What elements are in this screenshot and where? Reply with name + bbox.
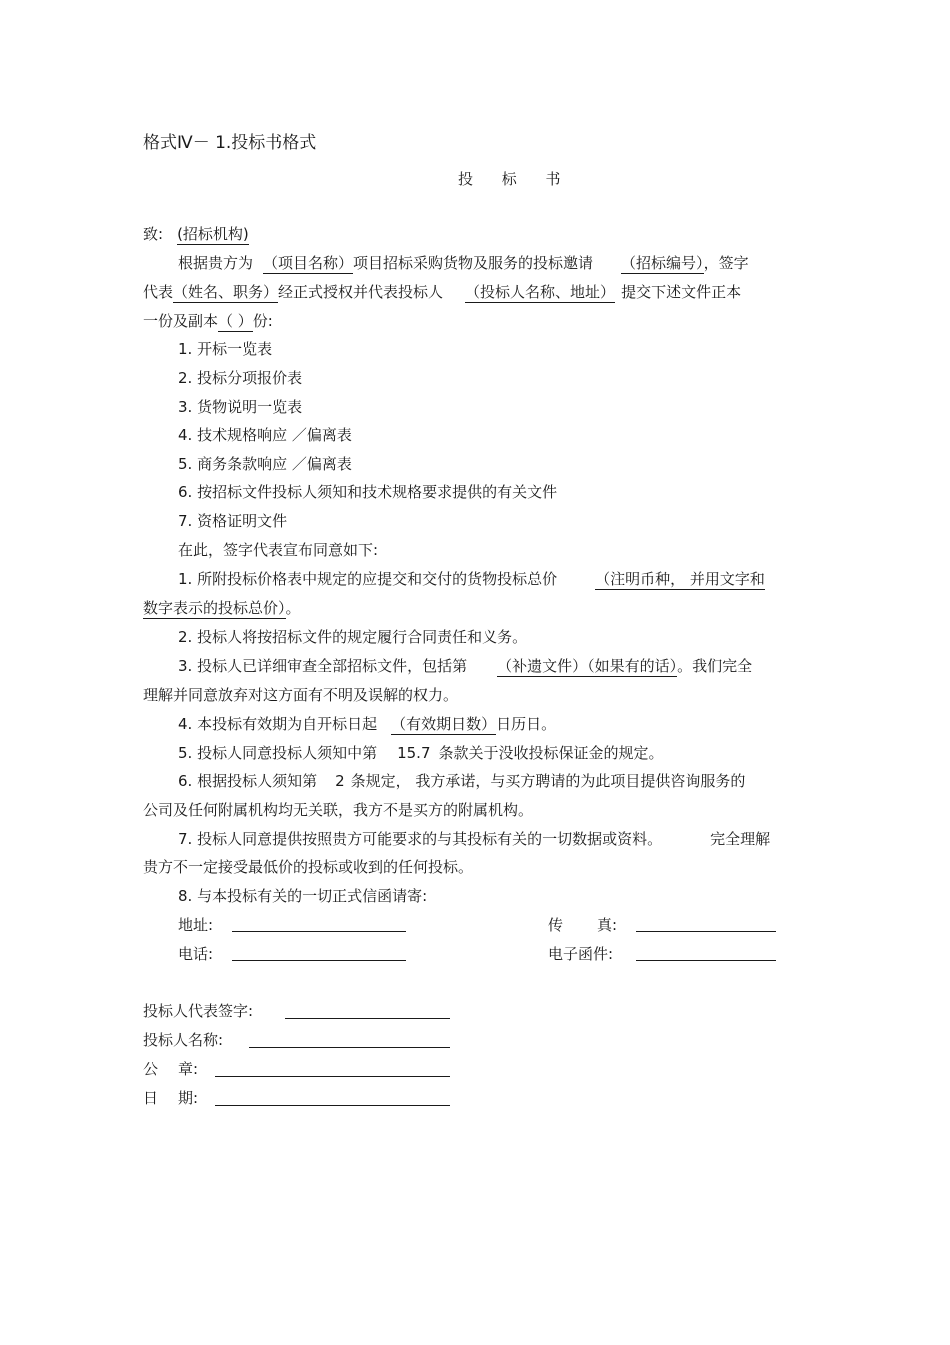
date-label-1: 日 [143, 1089, 159, 1107]
clause-text: 条款关于没收投标保证金的规定。 [438, 744, 664, 762]
intro-line-2 [143, 282, 741, 302]
address-blank[interactable] [232, 917, 406, 932]
seal-row [143, 1059, 198, 1079]
bidder-name-blank[interactable] [249, 1033, 450, 1048]
document-title: 投 标 书 [458, 170, 573, 188]
clause-6-line-2: 公司及任何附属机构均无关联，我方不是买方的附属机构。 [143, 801, 534, 819]
intro-line-1 [178, 253, 749, 273]
email-row [548, 944, 613, 964]
clause-text: 条规定， 我方承诺，与买方聘请的为此项目提供咨询服务的 [350, 772, 746, 790]
clause-text: 1. 所附投标价格表中规定的应提交和交付的货物投标总价 [178, 570, 558, 588]
clause-number: 15.7 [397, 744, 431, 762]
fax-label-2: 真: [597, 916, 618, 934]
date-row [143, 1088, 198, 1108]
clause-text: 4. 本投标有效期为自开标日起 [178, 715, 378, 733]
clause-text: 。 [285, 599, 301, 617]
total-price-field-cont: 数字表示的投标总价） [143, 599, 286, 617]
clause-8: 8. 与本投标有关的一切正式信函请寄: [178, 887, 428, 905]
document-item: 1. 开标一览表 [178, 340, 273, 358]
bidder-name-label: 投标人名称: [143, 1031, 224, 1049]
phone-label: 电话: [178, 945, 214, 963]
signer-field: （姓名、职务） [173, 283, 279, 301]
address-row [178, 915, 213, 935]
seal-label-1: 公 [143, 1060, 159, 1078]
fax-row [548, 915, 617, 935]
clause-text: 5. 投标人同意投标人须知中第 [178, 744, 378, 762]
clause-text: 3. 投标人已详细审查全部招标文件，包括第 [178, 657, 468, 675]
date-blank[interactable] [215, 1091, 450, 1106]
fax-blank[interactable] [636, 917, 776, 932]
email-label: 电子函件: [548, 945, 614, 963]
rep-signature-blank[interactable] [285, 1004, 450, 1019]
intro-text: 代表 [143, 283, 174, 301]
addressee-org: (招标机构) [177, 225, 249, 243]
validity-days-field: （有效期日数） [391, 715, 497, 733]
clause-3-line-2: 理解并同意放弃对这方面有不明及误解的权力。 [143, 686, 459, 704]
total-price-field: （注明币种， 并用文字和 [595, 570, 765, 588]
fax-label-1: 传 [548, 916, 564, 934]
clause-text: 。我们完全 [677, 657, 753, 675]
phone-row [178, 944, 213, 964]
clause-1-line-1 [178, 569, 765, 589]
email-blank[interactable] [636, 946, 776, 961]
document-item: 7. 资格证明文件 [178, 512, 288, 530]
tender-number-field: （招标编号） [621, 254, 704, 272]
addendum-field: （补遗文件）（如果有的话） [497, 657, 678, 675]
document-item: 3. 货物说明一览表 [178, 398, 303, 416]
document-item: 2. 投标分项报价表 [178, 369, 303, 387]
addressee-prefix: 致: [143, 225, 164, 243]
intro-text: 一份及副本 [143, 312, 219, 330]
bidder-field: （投标人名称、地址） [465, 283, 616, 301]
clause-text: 7. 投标人同意提供按照贵方可能要求的与其投标有关的一切数据或资料。 [178, 830, 663, 848]
declaration-intro: 在此，签字代表宣布同意如下: [178, 541, 379, 559]
seal-blank[interactable] [215, 1062, 450, 1077]
clause-4 [178, 714, 556, 734]
intro-text: 提交下述文件正本 [621, 283, 742, 301]
document-item: 5. 商务条款响应 ／偏离表 [178, 455, 352, 473]
seal-label-2: 章: [178, 1060, 199, 1078]
clause-1-line-2 [143, 598, 301, 618]
document-item: 4. 技术规格响应 ／偏离表 [178, 426, 352, 444]
intro-line-3 [143, 311, 273, 331]
copies-field: （ ） [218, 312, 253, 330]
format-label: 格式Ⅳ－ 1.投标书格式 [143, 133, 317, 153]
intro-text: ，签字 [703, 254, 749, 272]
clause-3-line-1 [178, 656, 752, 676]
date-label-2: 期: [178, 1089, 199, 1107]
addressee-line [143, 224, 249, 244]
intro-text: 项目招标采购货物及服务的投标邀请 [353, 254, 594, 272]
rep-signature-label: 投标人代表签字: [143, 1002, 254, 1020]
clause-text: 6. 根据投标人须知第 [178, 772, 318, 790]
address-label: 地址: [178, 916, 214, 934]
project-name-field: （项目名称） [263, 254, 354, 272]
clause-7-line-1 [178, 829, 770, 849]
clause-6-line-1 [178, 771, 745, 791]
phone-blank[interactable] [232, 946, 406, 961]
clause-2: 2. 投标人将按招标文件的规定履行合同责任和义务。 [178, 628, 528, 646]
clause-text: 完全理解 [710, 830, 771, 848]
clause-5 [178, 743, 664, 763]
intro-text: 经正式授权并代表投标人 [278, 283, 444, 301]
document-item: 6. 按招标文件投标人须知和技术规格要求提供的有关文件 [178, 483, 558, 501]
clause-number: 2 [335, 772, 345, 790]
intro-text: 份: [252, 312, 273, 330]
clause-7-line-2: 贵方不一定接受最低价的投标或收到的任何投标。 [143, 858, 474, 876]
intro-text: 根据贵方为 [178, 254, 254, 272]
clause-text: 日历日。 [496, 715, 557, 733]
